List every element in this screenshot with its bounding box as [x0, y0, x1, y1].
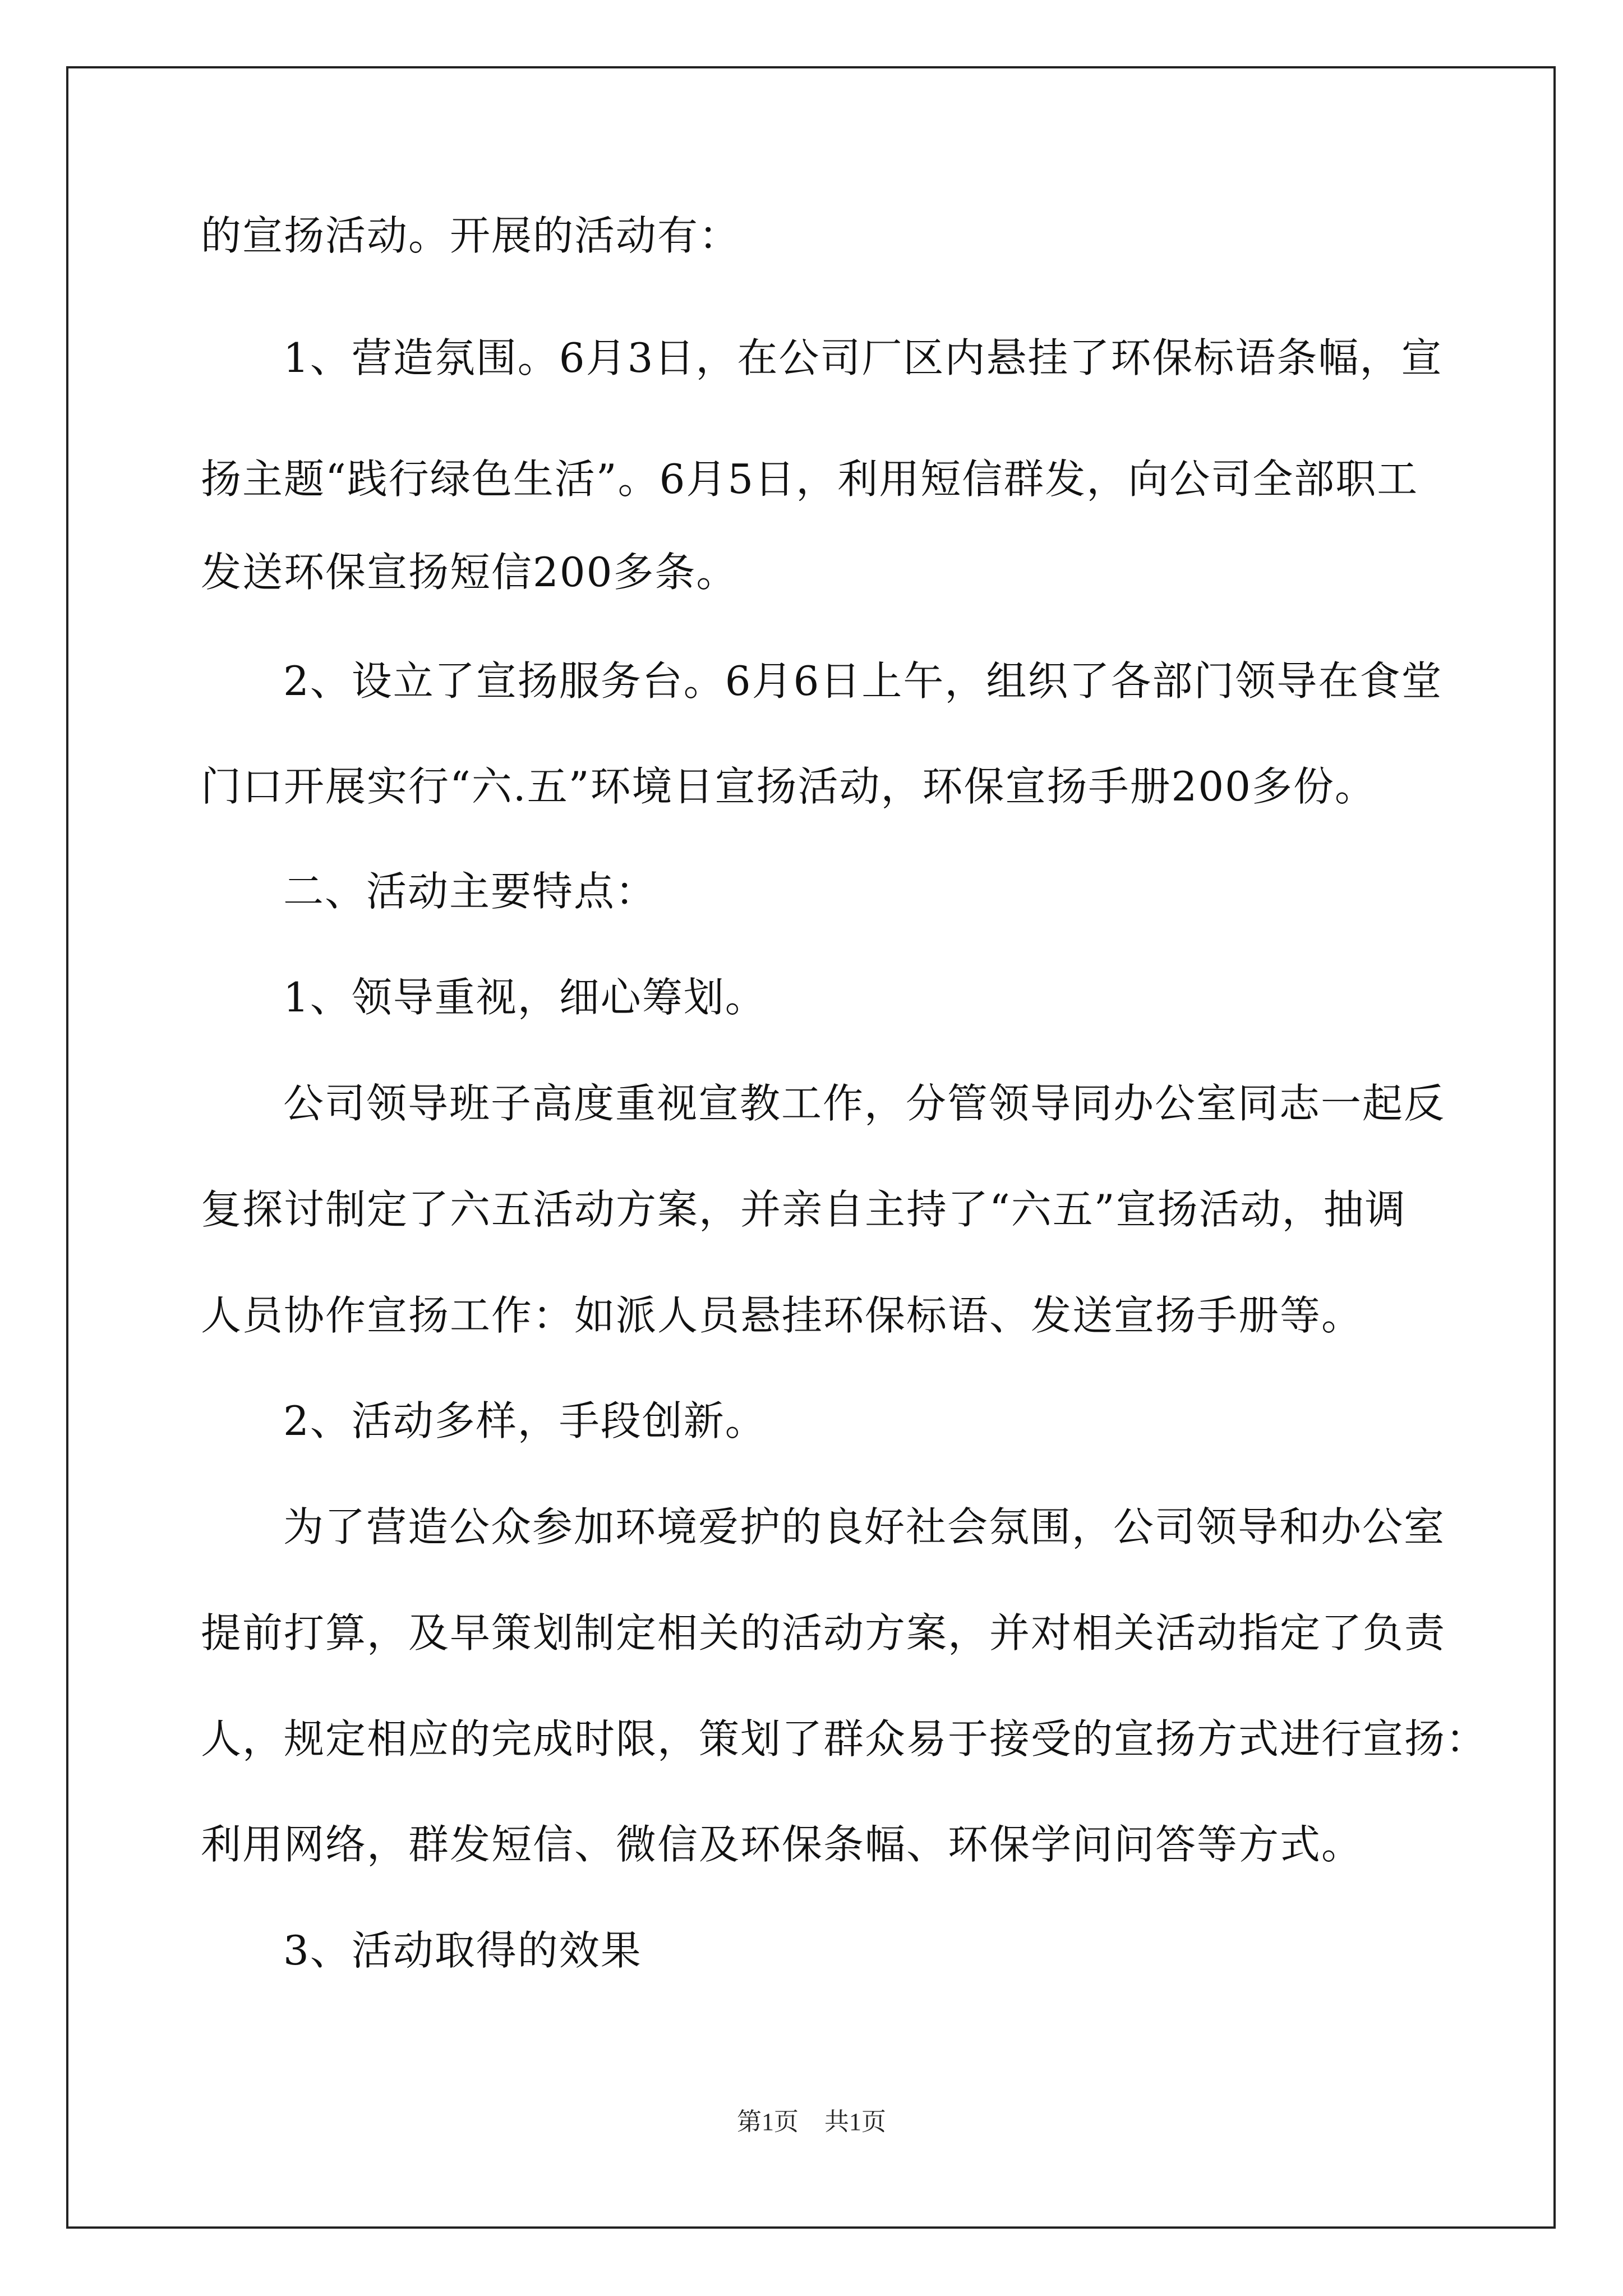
paragraph-line: 发送环保宣扬短信200多条。: [201, 549, 738, 596]
paragraph-line: 人员协作宣扬工作：如派人员悬挂环保标语、发送宣扬手册等。: [201, 1292, 1363, 1339]
paragraph-line: 1、营造氛围。6月3日，在公司厂区内悬挂了环保标语条幅，宣: [283, 334, 1443, 381]
paragraph-line: 扬主题“践行绿色生活”。6月5日，利用短信群发，向公司全部职工: [201, 455, 1419, 503]
paragraph-line: 人，规定相应的完成时限，策划了群众易于接受的宣扬方式进行宣扬：: [201, 1715, 1488, 1763]
subsection-heading: 1、领导重视，细心筹划。: [283, 974, 767, 1021]
paragraph-line: 复探讨制定了六五活动方案，并亲自主持了“六五”宣扬活动，抽调: [201, 1186, 1407, 1233]
paragraph-line: 2、设立了宣扬服务台。6月6日上午，组织了各部门领导在食堂: [283, 657, 1443, 705]
paragraph-line: 为了营造公众参加环境爱护的良好社会氛围，公司领导和办公室: [283, 1503, 1446, 1550]
paragraph-line: 提前打算，及早策划制定相关的活动方案，并对相关活动指定了负责: [201, 1609, 1446, 1657]
subsection-heading: 2、活动多样，手段创新。: [283, 1397, 767, 1444]
paragraph-line: 利用网络，群发短信、微信及环保条幅、环保学问问答等方式。: [201, 1821, 1363, 1868]
page-number-current: 第1页: [737, 2108, 799, 2136]
page-number-total: 共1页: [824, 2108, 886, 2136]
paragraph-line: 的宣扬活动。开展的活动有：: [201, 212, 741, 259]
section-heading: 二、活动主要特点：: [283, 868, 657, 915]
paragraph-line: 公司领导班子高度重视宣教工作，分管领导同办公室同志一起反: [283, 1080, 1446, 1127]
paragraph-line: 门口开展实行“六.五”环境日宣扬活动，环保宣扬手册200多份。: [201, 763, 1376, 810]
subsection-heading: 3、活动取得的效果: [283, 1927, 642, 1974]
page-border: [66, 66, 1556, 2229]
page-footer: [0, 2106, 1623, 2138]
